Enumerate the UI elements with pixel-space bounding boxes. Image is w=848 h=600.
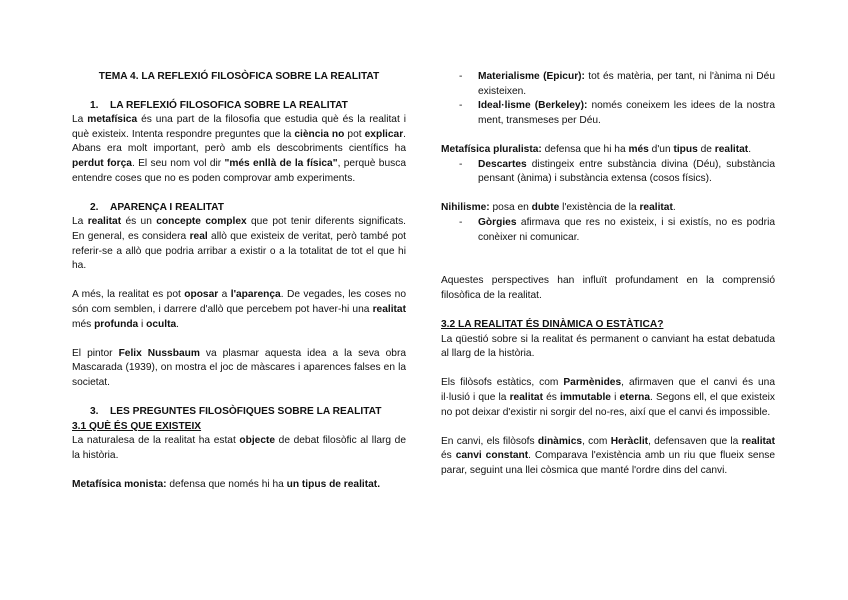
list-item: - Gòrgies afirmava que res no existeix, i si existís, no es podria conèixer ni comunicar.	[441, 216, 775, 245]
paragraph-realitat: La realitat és un concepte complex que pot tenir diferents significats. En general, es considera real allò que existeix de veritat, però també pot referir-se a allò que podria arribar a existir o a la totalitat de tot el que hi ha.	[72, 216, 406, 272]
section-number: 3.	[90, 406, 99, 418]
section-3-heading	[72, 405, 406, 420]
left-column	[72, 70, 406, 493]
monism-list	[441, 70, 775, 128]
paragraph-pluralista: Metafísica pluralista: defensa que hi ha més d'un tipus de realitat.	[441, 143, 752, 155]
section-title: LA REFLEXIÓ FILOSOFICA SOBRE LA REALITAT	[110, 99, 348, 111]
paragraph-aparenca: A més, la realitat es pot oposar a l'aparença. De vegades, les coses no són com semblen, i darrere d'allò que percebem pot haver-hi una realitat més profunda i oculta.	[72, 289, 406, 330]
paragraph-perspectives: Aquestes perspectives han influït profundament en la comprensió filosòfica de la realitat.	[441, 275, 775, 301]
list-item: - Ideal·lisme (Berkeley): només coneixem les idees de la nostra ment, transmeses per Déu.	[441, 99, 775, 128]
paragraph-naturalesa: La naturalesa de la realitat ha estat objecte de debat filosòfic al llarg de la història.	[72, 435, 406, 461]
paragraph-monista: Metafísica monista: defensa que només hi ha un tipus de realitat.	[72, 479, 381, 491]
list-item: - Materialisme (Epicur): tot és matèria, per tant, ni l'ànima ni Déu existeixen.	[441, 70, 775, 99]
section-1-heading	[72, 99, 406, 114]
list-item: - Descartes distingeix entre substància divina (Déu), substància pensant (ànima) i substància extensa (cosos físics).	[441, 158, 775, 187]
section-title: LES PREGUNTES FILOSÒFIQUES SOBRE LA REALITAT	[110, 406, 382, 418]
subsection-3-2-heading: 3.2 LA REALITAT ÉS DINÀMICA O ESTÀTICA?	[441, 319, 664, 331]
section-number: 2.	[90, 201, 99, 213]
right-column	[441, 70, 775, 479]
nihilism-list	[441, 216, 775, 245]
paragraph-nihilisme: Nihilisme: posa en dubte l'existència de la realitat.	[441, 202, 676, 214]
section-title: APARENÇA I REALITAT	[110, 201, 224, 213]
paragraph-dinamics: En canvi, els filòsofs dinàmics, com Heràclit, defensaven que la realitat és canvi constant. Comparava l'existència amb un riu que flueix sense parar, seguint una llei còsmica que manté l'ordre dins del canvi.	[441, 435, 776, 477]
section-2-heading	[72, 201, 406, 216]
paragraph-metafisica: La metafísica és una part de la filosofia que estudia què és la realitat i què existeix. Intenta respondre preguntes que la ciència no pot explicar. Abans era molt important, però amb els descobriments científics ha perdut força. El seu nom vol dir "més enllà de la física", perquè busca entendre coses que no es poden comprovar amb experiments.	[72, 114, 406, 184]
subsection-3-1-heading: 3.1 QUÈ ÉS QUE EXISTEIX	[72, 420, 202, 432]
section-number: 1.	[90, 99, 99, 111]
pluralism-list	[441, 158, 775, 187]
paragraph-qestio: La qüestió sobre si la realitat és permanent o canviant ha estat debatuda al llarg de la història.	[441, 333, 775, 360]
paragraph-nussbaum: El pintor Felix Nussbaum va plasmar aquesta idea a la seva obra Mascarada (1939), on mostra el joc de màscares i aparences falses en la societat.	[72, 347, 406, 388]
paragraph-estatics: Els filòsofs estàtics, com Parmènides, afirmaven que el canvi és una il·lusió i que la realitat és immutable i eterna. Segons ell, el que existeix no pot deixar d'existir ni sorgir del no-res, així que el canvi és impossible.	[441, 377, 776, 418]
document-title: TEMA 4. LA REFLEXIÓ FILOSÒFICA SOBRE LA REALITAT	[98, 71, 380, 82]
